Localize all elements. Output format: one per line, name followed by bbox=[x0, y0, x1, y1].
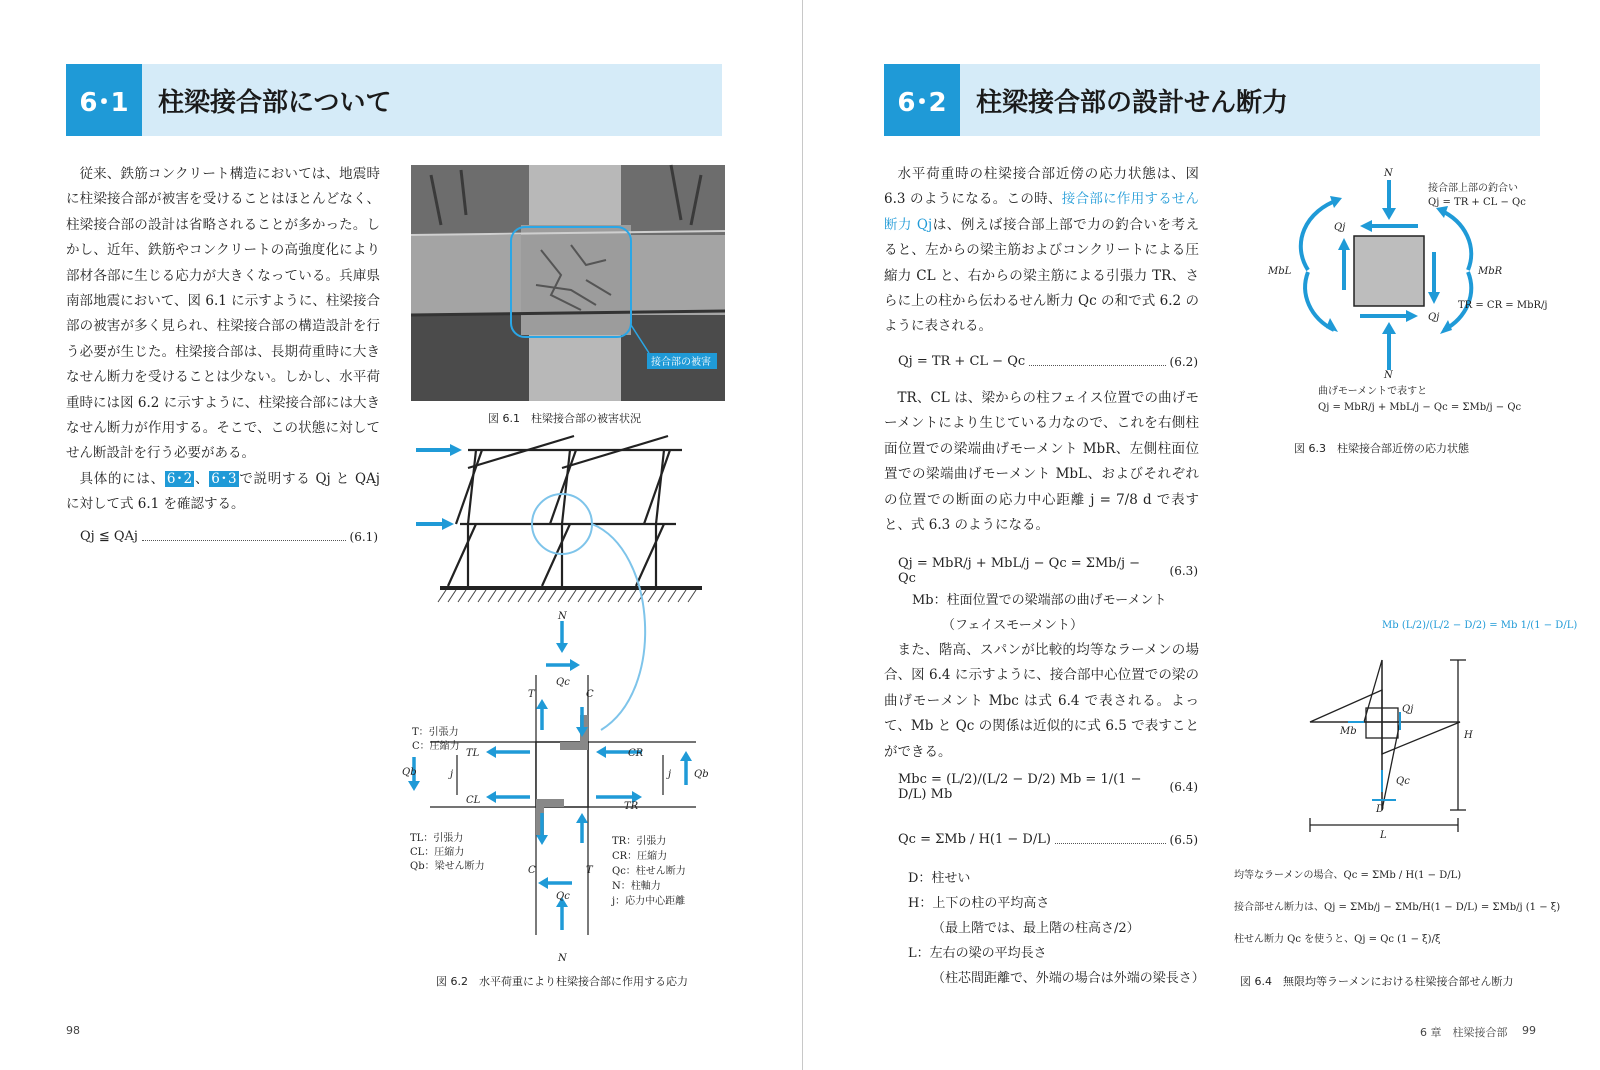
note-line: 接合部せん断力は、Qj = ΣMb/j − ΣMb/H(1 − D/L) = ΣMb/j (1 − ξ) bbox=[1234, 902, 1561, 913]
equation-number: (6.1) bbox=[349, 529, 378, 544]
label-CR: CR bbox=[628, 748, 644, 759]
right-body-text-3 bbox=[884, 638, 1199, 765]
fig3-note-bottom bbox=[1318, 384, 1521, 416]
label-Mb: Mb bbox=[1340, 726, 1357, 737]
legend-left bbox=[410, 832, 485, 874]
label-j-left: j bbox=[450, 769, 454, 780]
equation-body: Mbc = (L/2)/(L/2 − D/2) Mb = 1/(1 − D/L) Mb bbox=[898, 772, 1142, 802]
definition-line: （柱芯間距離で、外端の場合は外端の梁長さ） bbox=[932, 971, 1205, 986]
label-Qc-top: Qc bbox=[556, 677, 570, 688]
legend-item: CL：圧縮力 bbox=[410, 847, 465, 858]
equation-6-3 bbox=[898, 556, 1198, 586]
note-line: 均等なラーメンの場合、Qc = ΣMb / H(1 − D/L) bbox=[1234, 870, 1462, 881]
note-line: 接合部上部の釣合い bbox=[1428, 183, 1518, 194]
label-Qc: Qc bbox=[1396, 776, 1410, 787]
label-N-top: N bbox=[558, 611, 567, 622]
label-Qb-right: Qb bbox=[694, 769, 709, 780]
label-T-bottom: T bbox=[586, 865, 593, 876]
photo-illustration bbox=[411, 165, 725, 401]
figure-caption-6-4: 図 6.4 無限均等ラーメンにおける柱梁接合部せん断力 bbox=[1240, 975, 1514, 988]
note-line: Qj = MbR/j + MbL/j − Qc = ΣMb/j − Qc bbox=[1318, 402, 1522, 413]
section-ref-link[interactable]: 6･2 bbox=[166, 470, 193, 487]
equation-number: (6.3) bbox=[1169, 564, 1198, 578]
fig4-note-top: Mb (L/2)/(L/2 − D/2) = Mb 1/(1 − D/L) bbox=[1382, 620, 1578, 631]
legend-item: TR：引張力 bbox=[612, 836, 667, 847]
section-header-6-2 bbox=[884, 64, 1540, 136]
fig3-note-right: TR = CR = MbR/j bbox=[1458, 300, 1548, 311]
section-header-6-1 bbox=[66, 64, 722, 136]
label-Qb-left: Qb bbox=[402, 767, 417, 778]
label-Qc-bottom: Qc bbox=[556, 891, 570, 902]
left-body-text bbox=[66, 162, 380, 518]
equation-6-5 bbox=[898, 832, 1198, 847]
legend-item: CR：圧縮力 bbox=[612, 851, 668, 862]
label-C-top: C bbox=[586, 689, 594, 700]
legend-item: C：圧縮力 bbox=[412, 741, 460, 752]
definition-line: H：上下の柱の平均高さ bbox=[908, 896, 1050, 911]
text-run: は、例えば接合部上部で力の釣合いを考えると、左からの梁主筋およびコンクリートによる圧縮力 CL と、右からの梁主筋による引張力 TR、さらに上の柱から伝わるせん断力 Qc の和で式 6.2 のように表される。 bbox=[884, 216, 1200, 335]
label-Qj-bottom: Qj bbox=[1428, 312, 1440, 323]
equation-body: Qj = TR + CL − Qc bbox=[898, 354, 1026, 369]
section-number: 6･2 bbox=[884, 64, 960, 136]
note-line: 曲げモーメントで表すと bbox=[1318, 386, 1428, 397]
equation-body: Qj = MbR/j + MbL/j − Qc = ΣMb/j − Qc bbox=[898, 556, 1141, 586]
moment-diagram bbox=[1300, 650, 1500, 840]
equation-number: (6.5) bbox=[1169, 832, 1198, 847]
definition-line: D：柱せい bbox=[908, 871, 971, 886]
label-C-bottom: C bbox=[528, 865, 536, 876]
page-number-left: 98 bbox=[66, 1024, 80, 1037]
definition-line: （最上階では、最上階の柱高さ/2） bbox=[932, 921, 1140, 936]
note-line: Qj = TR + CL − Qc bbox=[1428, 197, 1526, 208]
label-CL: CL bbox=[466, 795, 481, 806]
equation-body: Qj ≦ QAj bbox=[80, 529, 138, 544]
emphasis-text: 接合部に作用するせん断力 Qj bbox=[884, 191, 1199, 233]
section-ref-link[interactable]: 6･3 bbox=[211, 470, 237, 487]
equation-number: (6.2) bbox=[1169, 354, 1198, 369]
paragraph bbox=[66, 467, 380, 518]
label-D: D bbox=[1376, 804, 1385, 815]
label-T-top: T bbox=[528, 689, 535, 700]
damage-photo bbox=[411, 165, 725, 401]
label-Qj-top: Qj bbox=[1334, 222, 1346, 233]
definition-line: Mb：柱面位置での梁端部の曲げモーメント bbox=[912, 593, 1167, 608]
frame-diagram bbox=[416, 440, 716, 620]
definition-line: （フェイスモーメント） bbox=[942, 618, 1084, 633]
joint-force-diagram bbox=[402, 611, 730, 965]
equation-6-1 bbox=[80, 529, 378, 544]
label-N-bottom: N bbox=[1384, 370, 1393, 381]
running-footer-chapter: 6 章 柱梁接合部 bbox=[1420, 1026, 1508, 1039]
figure-caption-6-2: 図 6.2 水平荷重により柱梁接合部に作用する応力 bbox=[436, 975, 688, 988]
legend-right bbox=[612, 834, 686, 909]
equation-body: Qc = ΣMb / H(1 − D/L) bbox=[898, 832, 1051, 847]
equation-6-2 bbox=[898, 354, 1198, 369]
paragraph: また、階高、スパンが比較的均等なラーメンの場合、図 6.4 に示すように、接合部中心位置での梁の曲げモーメント Mbc は式 6.4 で表される。よって、Mb と Qc の関係は近似的に式 6.5 で表すことができる。 bbox=[884, 642, 1199, 760]
label-L: L bbox=[1380, 830, 1387, 841]
page-gutter bbox=[802, 0, 803, 1070]
leader-dots bbox=[142, 532, 346, 541]
figure-caption-6-1: 図 6.1 柱梁接合部の被害状況 bbox=[488, 412, 641, 425]
section-title: 柱梁接合部の設計せん断力 bbox=[976, 87, 1289, 118]
paragraph: TR、CL は、梁からの柱フェイス位置での曲げモーメントにより生じている力なので、これを右側柱面位置での梁端曲げモーメント MbR、左側柱面位置での梁端曲げモーメント MbL、およびそれぞれの位置での断面の応力中心距離 j = 7/8 d で表すと、式 6.3 のようになる。 bbox=[884, 390, 1199, 534]
figure-caption-6-3: 図 6.3 柱梁接合部近傍の応力状態 bbox=[1294, 442, 1469, 455]
legend-item: TL：引張力 bbox=[410, 833, 464, 844]
legend-top bbox=[412, 726, 460, 754]
equation-number: (6.4) bbox=[1169, 780, 1198, 794]
note-line: 柱せん断力 Qc を使うと、Qj = Qc (1 − ξ)/ξ bbox=[1234, 934, 1441, 945]
label-TR: TR bbox=[624, 801, 639, 812]
label-TL: TL bbox=[466, 748, 480, 759]
section-title: 柱梁接合部について bbox=[158, 87, 392, 118]
text-run: 、 bbox=[194, 470, 210, 487]
right-body-text-2 bbox=[884, 386, 1199, 538]
fig4-notes bbox=[1234, 860, 1560, 956]
legend-item: Qc：柱せん断力 bbox=[612, 866, 686, 877]
label-N-top: N bbox=[1384, 168, 1393, 179]
label-Qj: Qj bbox=[1402, 704, 1414, 715]
text-run: で説明する Qj と QAj に対して式 6.1 を確認する。 bbox=[66, 470, 380, 513]
legend-item: T：引張力 bbox=[412, 727, 459, 738]
leader-dots bbox=[1055, 835, 1166, 844]
leader-dots bbox=[1029, 357, 1165, 366]
equation-6-4 bbox=[898, 772, 1198, 802]
page-number-right: 99 bbox=[1522, 1024, 1536, 1037]
legend-item: Qb：梁せん断力 bbox=[410, 861, 485, 872]
paragraph bbox=[884, 162, 1199, 340]
fig3-note-top bbox=[1428, 182, 1526, 210]
legend-item: N：柱軸力 bbox=[612, 881, 661, 892]
legend-item: j：応力中心距離 bbox=[612, 896, 686, 907]
mb-definition bbox=[912, 588, 1166, 638]
paragraph: 従来、鉄筋コンクリート構造においては、地震時に柱梁接合部が被害を受けることはほとんどなく、柱梁接合部の設計は省略されることが多かった。しかし、近年、鉄筋やコンクリートの高強度化により部材各部に生じる応力が大きくなっている。兵庫県南部地震において、図 6.1 に示すように、柱梁接合部の被害が多く見られ、柱梁接合部の構造設計を行う必要が生じた。柱梁接合部は、長期荷重時に大きなせん断力を受けることは少ない。しかし、水平荷重時には図 6.2 に示すように、柱梁接合部には大きなせん断力が作用する。そこで、この状態に対してせん断設計を行う必要がある。 bbox=[66, 166, 380, 462]
label-j-right: j bbox=[668, 769, 672, 780]
right-body-text-1 bbox=[884, 162, 1199, 340]
label-MbL: MbL bbox=[1268, 266, 1292, 277]
damage-label: 接合部の被害 bbox=[651, 357, 711, 368]
variable-definitions bbox=[908, 866, 1205, 991]
label-H: H bbox=[1464, 730, 1473, 741]
text-run: 具体的には、 bbox=[79, 470, 165, 487]
section-number: 6･1 bbox=[66, 64, 142, 136]
text-run: 水平荷重時の柱梁接合部近傍の応力状態は、図 6.3 のようになる。この時、 bbox=[884, 166, 1199, 208]
label-N-bottom: N bbox=[558, 953, 567, 964]
label-MbR: MbR bbox=[1478, 266, 1503, 277]
definition-line: L：左右の梁の平均長さ bbox=[908, 946, 1047, 961]
